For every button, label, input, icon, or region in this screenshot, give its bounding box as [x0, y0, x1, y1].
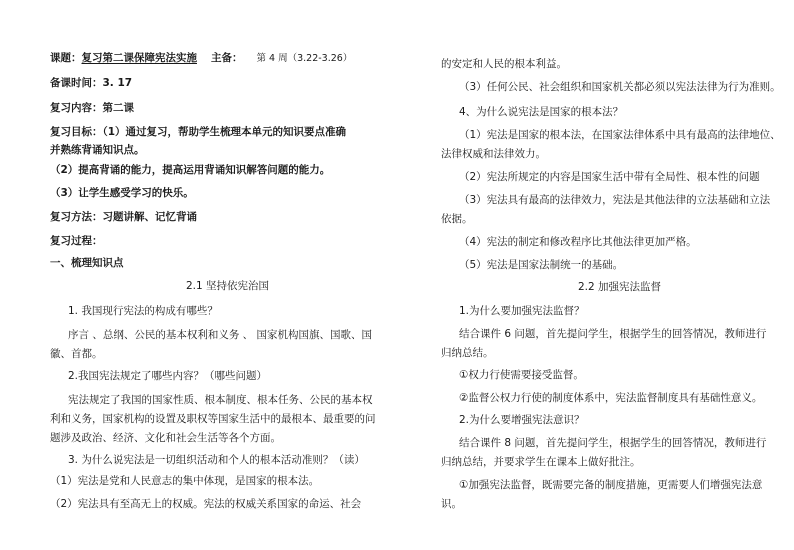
answer-5-2: ②监督公权力行使的制度体系中，宪法监督制度具有基础性意义。: [459, 392, 763, 404]
topic-title: 复习第二课保障宪法实施: [81, 52, 197, 64]
question-3: 3. 为什么说宪法是一切组织活动和个人的根本活动准则？（读）: [68, 454, 365, 466]
answer-6-line-1: 结合课件 8 问题，首先提问学生，根据学生的回答情况，教师进行: [459, 437, 767, 449]
answer-4-5: （5）宪法是国家法制统一的基础。: [459, 259, 624, 271]
topic-line: [50, 51, 352, 66]
section-2-2-heading: 2.2 加强宪法监督: [578, 281, 662, 293]
answer-2-line-2: 利和义务，国家机构的设置及职权等国家生活中的最根本、最重要的问: [50, 413, 376, 425]
review-method: 复习方法：习题讲解、记忆背诵: [50, 211, 197, 223]
answer-3-3: （3）任何公民、社会组织和国家机关都必须以宪法法律为行为准则。: [459, 81, 781, 93]
answer-5-line-1: 结合课件 6 问题，首先提问学生，根据学生的回答情况，教师进行: [459, 328, 767, 340]
goal-3: （3）让学生感受学习的快乐。: [50, 187, 194, 199]
answer-4-2: （2）宪法所规定的内容是国家生活中带有全局性、根本性的问题: [459, 171, 760, 183]
question-6: 2.为什么要增强宪法意识？: [459, 414, 585, 426]
continuation-line: 的安定和人民的根本利益。: [441, 58, 567, 70]
question-4: 4、为什么说宪法是国家的根本法？: [459, 106, 624, 118]
answer-6-1-line-1: ①加强宪法监督，既需要完备的制度措施，更需要人们增强宪法意: [459, 479, 763, 491]
answer-6-1-line-2: 识。: [441, 498, 462, 510]
section-2-1-heading: 2.1 坚持依宪治国: [186, 280, 270, 292]
answer-4-3-line-2: 依据。: [441, 213, 473, 225]
answer-3-1: （1）宪法是党和人民意志的集中体现，是国家的根本法。: [50, 475, 320, 487]
answer-1-line-2: 徽、首都。: [50, 348, 103, 360]
question-1: 1. 我国现行宪法的构成有哪些？: [68, 305, 218, 317]
question-5: 1.为什么要加强宪法监督？: [459, 305, 585, 317]
answer-4-1-line-2: 法律权威和法律效力。: [441, 148, 546, 160]
answer-3-2: （2）宪法具有至高无上的权威。宪法的权威关系国家的命运、社会: [50, 498, 362, 510]
answer-6-line-2: 归纳总结，并要求学生在课本上做好批注。: [441, 456, 641, 468]
answer-5-line-2: 归纳总结。: [441, 347, 494, 359]
answer-4-3-line-1: （3）宪法具有最高的法律效力，宪法是其他法律的立法基础和立法: [459, 194, 771, 206]
section-one-heading: 一、梳理知识点: [50, 257, 124, 269]
answer-4-4: （4）宪法的制定和修改程序比其他法律更加严格。: [459, 236, 697, 248]
answer-2-line-1: 宪法规定了我国的国家性质、根本制度、根本任务、公民的基本权: [68, 394, 373, 406]
review-content: 复习内容：第二课: [50, 102, 134, 114]
answer-4-1-line-1: （1）宪法是国家的根本法，在国家法律体系中具有最高的法律地位、: [459, 129, 781, 141]
lead-label: 主备：: [211, 52, 243, 64]
goal-line-2: 并熟练背诵知识点。: [50, 144, 145, 156]
goal-2: （2）提高背诵的能力，提高运用背诵知识解答问题的能力。: [50, 164, 331, 176]
answer-5-1: ①权力行使需要接受监督。: [459, 369, 584, 381]
prep-time: 备课时间：3. 17: [50, 77, 133, 89]
answer-2-line-3: 题涉及政治、经济、文化和社会生活等各个方面。: [50, 432, 281, 444]
question-2: 2.我国宪法规定了哪些内容？（哪些问题）: [68, 370, 268, 382]
goal-line-1: 复习目标：（1）通过复习，帮助学生梳理本单元的知识要点准确: [50, 126, 347, 138]
answer-1-line-1: 序言 、总纲、公民的基本权利和义务 、 国家机构国旗、国歌、国: [68, 329, 373, 341]
week-label: 第 4 周（3.22-3.26）: [256, 53, 353, 64]
topic-label: 课题：: [50, 52, 82, 64]
review-process: 复习过程：: [50, 235, 103, 247]
